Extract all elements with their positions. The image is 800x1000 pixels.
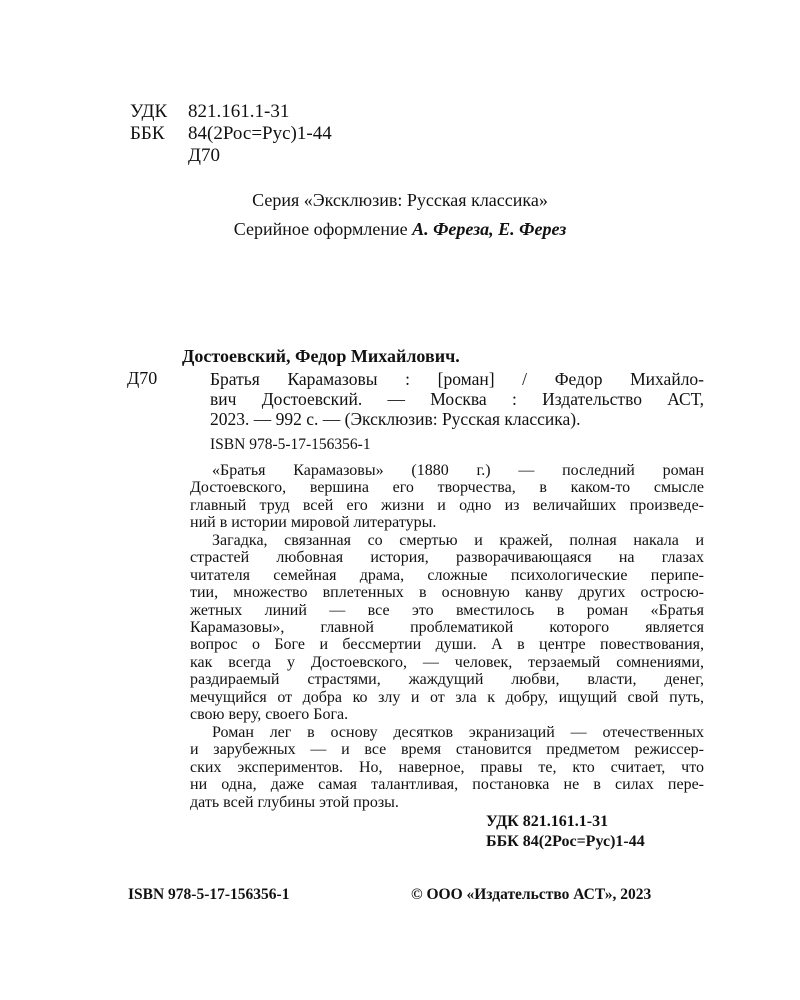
annotation-line: ний в истории мировой литературы. [190,514,437,532]
record-mark: Д70 [127,368,158,388]
record-line-2: вич Достоевский. — Москва : Издательство АСТ, [210,389,704,409]
annotation-paragraph-2 [190,532,704,723]
annotation-line: ских экспериментов. Но, наверное, правы те, кто считает, что [190,758,704,776]
udk-value: 821.161.1-31 [188,101,290,122]
annotation-line: свою веру, своего Бога. [190,706,349,724]
record-line-1: Братья Карамазовы : [роман] / Федор Михайло- [210,369,704,389]
annotation-line: как всегда у Достоевского, — человек, терзаемый сомнениями, [190,653,704,671]
annotation-line: и зарубежных — и все время становится предметом режиссер- [190,741,704,759]
footer-copyright: © ООО «Издательство АСТ», 2023 [411,886,652,903]
annotation-line: тии, множество вплетенных в основную канву других остросю- [190,584,704,602]
series-design-line [0,219,800,240]
annotation-paragraph-3 [190,724,704,811]
annotation-line: Достоевского, вершина его творчества, в каком-то смысле [190,479,704,497]
annotation-line: Карамазовы», главной проблематикой которого является [190,619,704,637]
bbk-bottom: ББК 84(2Рос=Рус)1-44 [486,833,645,850]
bbk-line [130,123,332,145]
udk-bottom: УДК 821.161.1-31 [486,813,609,830]
record-isbn: ISBN 978-5-17-156356-1 [210,436,371,453]
record-line-3: 2023. — 992 с. — (Эксклюзив: Русская классика). [210,409,581,429]
annotation-line: Загадка, связанная со смертью и кражей, полная накала и [212,532,704,549]
design-label: Серийное оформление [233,219,408,239]
annotation-line: главный труд всей его жизни и одно из величайших произведе- [190,496,704,514]
annotation-line: дать всей глубины этой прозы. [190,793,399,811]
bbk-value: 84(2Рос=Рус)1-44 [188,123,332,144]
record-author: Достоевский, Федор Михайлович. [182,346,460,366]
annotation-line: вопрос о Боге и бессмертии души. А в центре повествования, [190,636,704,654]
author-mark-top: Д70 [188,145,220,166]
annotation-line: «Братья Карамазовы» (1880 г.) — последний роман [212,462,704,479]
annotation-line: мечущийся от добра ко злу и от зла к добру, ищущий свой путь, [190,688,704,706]
annotation-paragraph-1 [190,462,704,532]
annotation-line: страстей любовная история, разворачивающаяся на глазах [190,549,704,567]
annotation-line: жетных линий — все это вместилось в роман «Братья [190,601,704,619]
design-authors: А. Фереза, Е. Ферез [412,219,567,239]
series-line: Серия «Эксклюзив: Русская классика» [252,190,548,210]
annotation-line: раздираемый страстями, жаждущий любви, власти, денег, [190,671,704,689]
udk-line [130,101,289,123]
udk-label: УДК [130,101,168,122]
annotation-line: читателя семейная драма, сложные психологические перипе- [190,566,704,584]
bbk-label: ББК [130,123,165,144]
annotation-line: ни одна, даже самая талантливая, постановка не в силах пере- [190,776,704,794]
annotation-line: Роман лег в основу десятков экранизаций — отечественных [212,724,704,741]
footer-isbn: ISBN 978-5-17-156356-1 [128,886,290,903]
